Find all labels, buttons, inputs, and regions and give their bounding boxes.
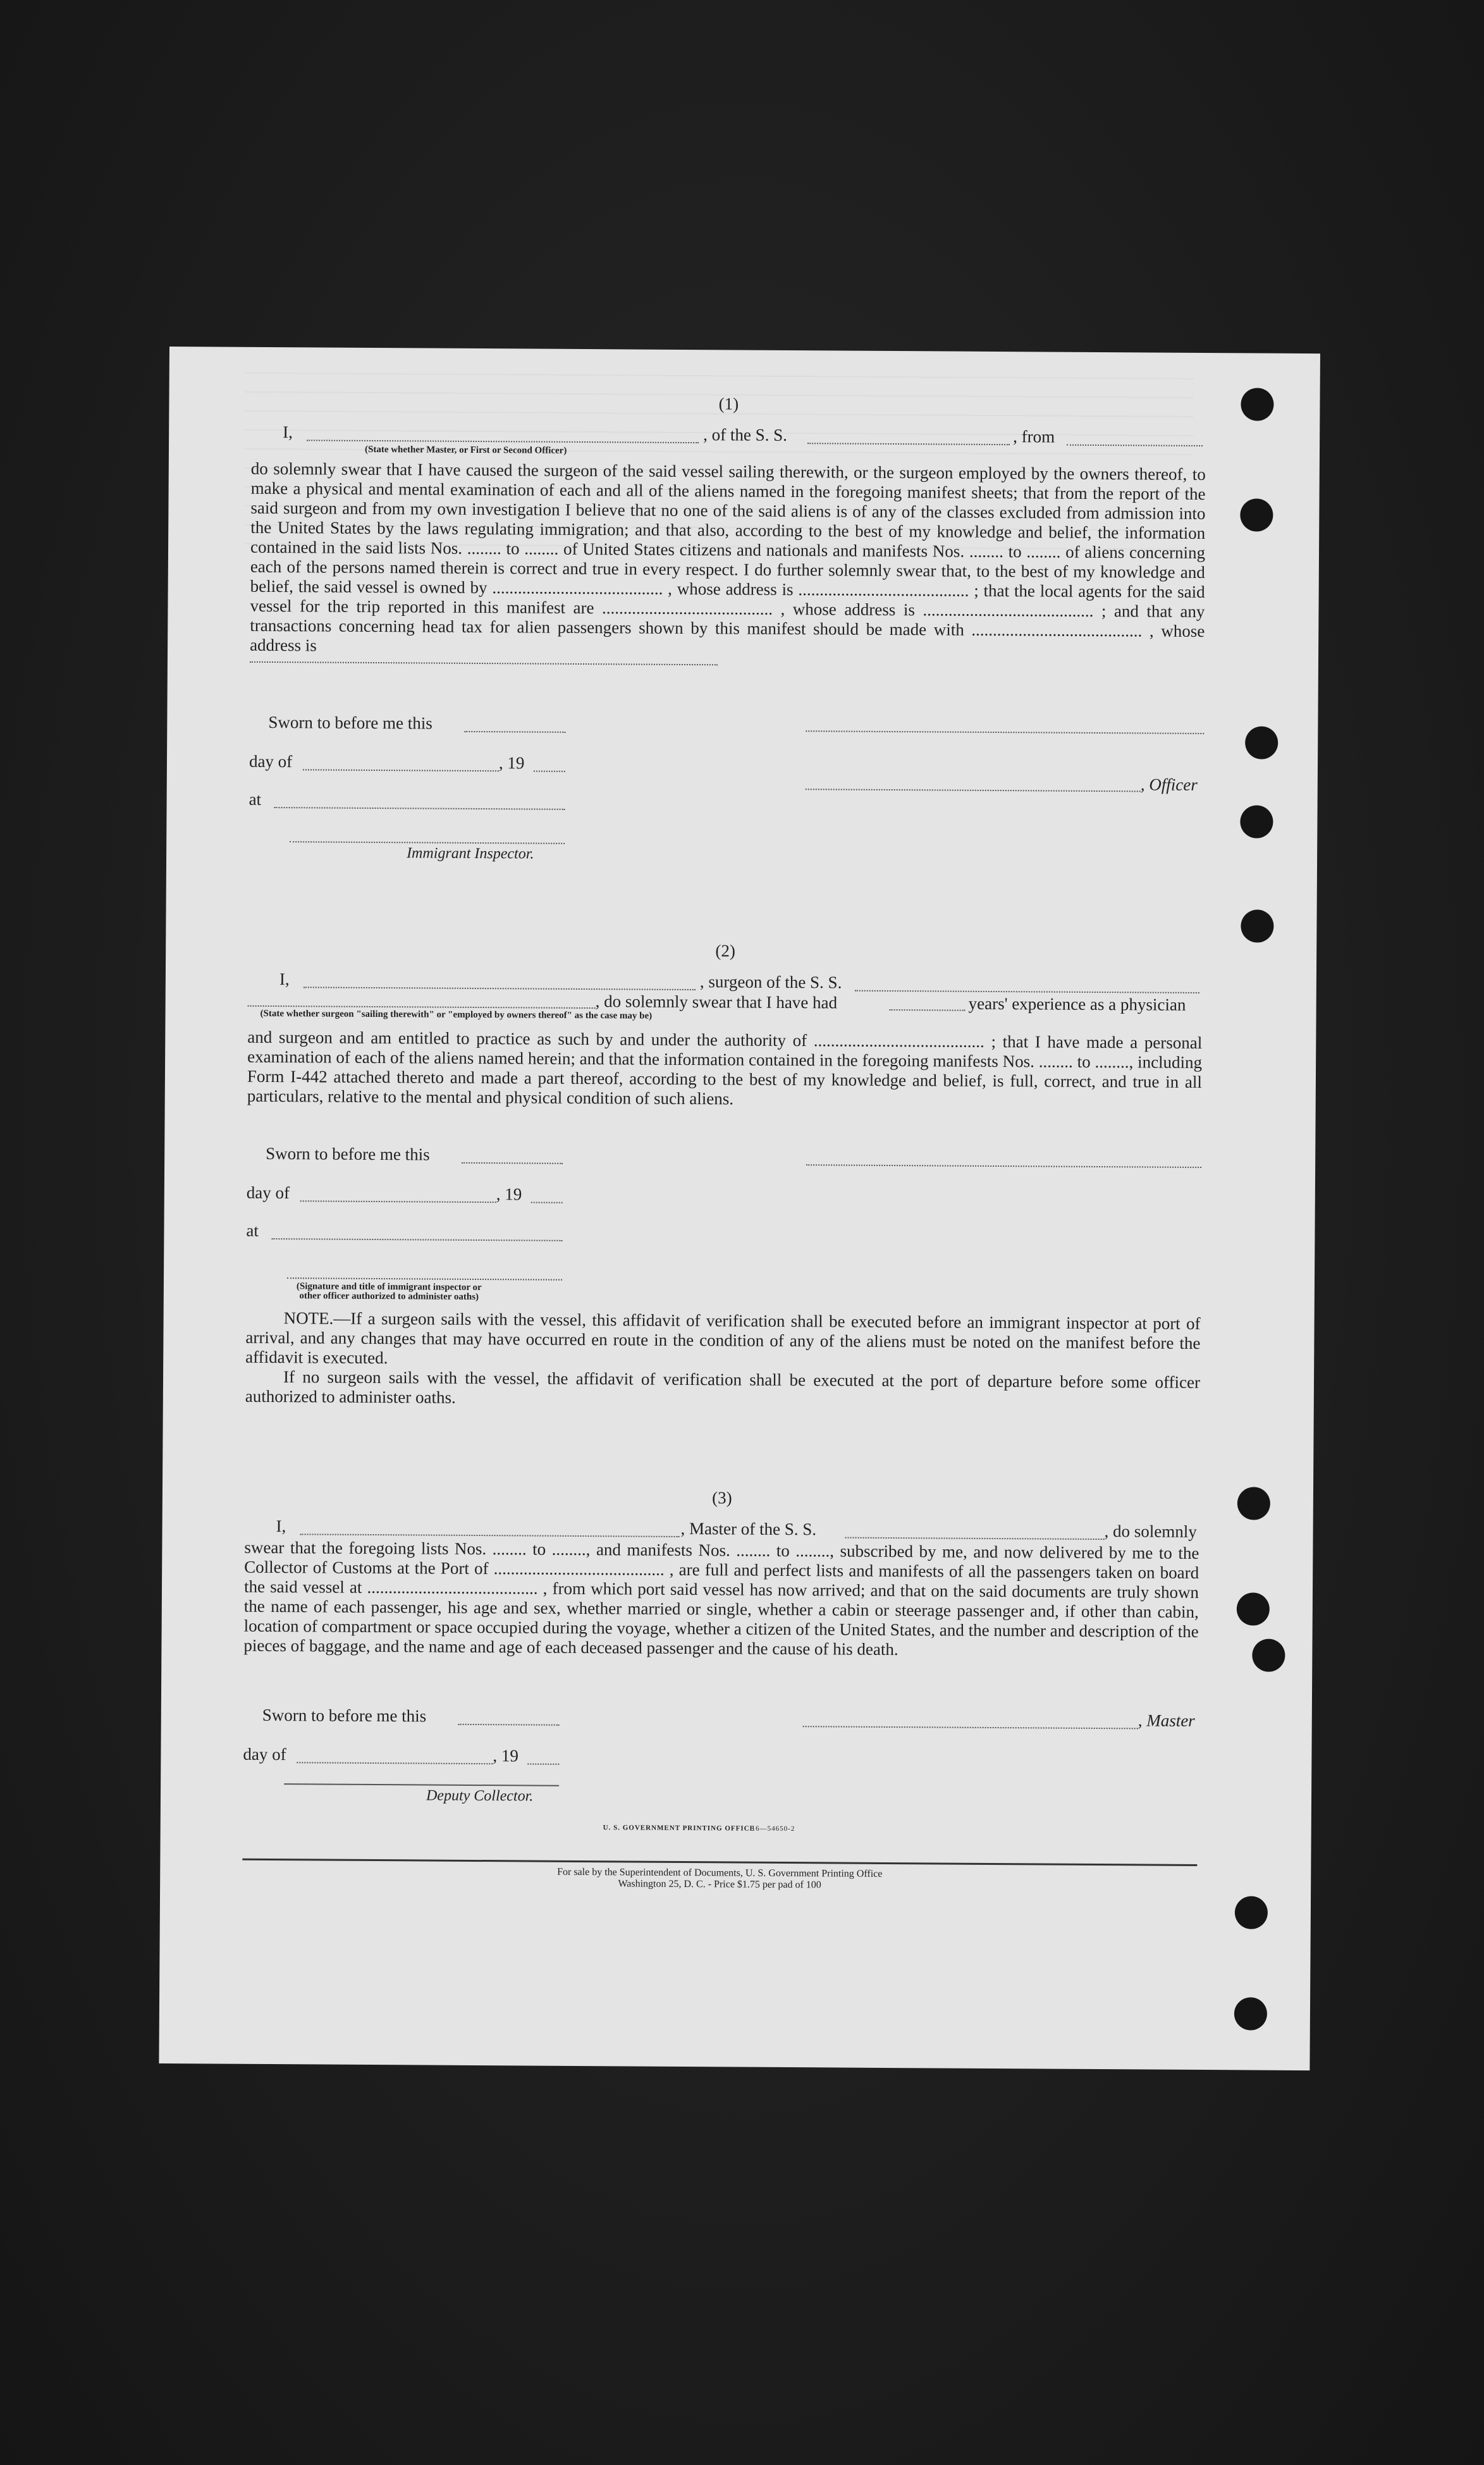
section-number: (2) <box>715 941 736 961</box>
section-2 <box>247 938 1203 1112</box>
oath-body-2: and surgeon and am entitled to practice as such by and under the authority of ........................................ ; that I have made a personal examination of each of the aliens named herein; and that the information contained in the foregoing manifests Nos. ........ to ........, including Form I-442 attached thereto and made a part thereof, according to the best of my knowledge and belief, is full, correct, and true in all particulars, relative to the mental and physical condition of such aliens. <box>247 1027 1203 1109</box>
sworn-date-field[interactable] <box>462 1162 563 1164</box>
oath-body-3: swear that the foregoing lists Nos. ........ to ........, and manifests Nos. ........ to ........, subscribed by me, and now delivered by me to the Collector of Customs at the Port of ........................................ , are full and perfect lists and manifests of all the passengers taken on board the said vessel at ........................................ , from which port said vessel has now arrived; and that on the said documents are truly shown the name of each passenger, his age and sex, whether married or single, whether a cabin or steerage passenger and, if other than cabin, location of compartment or space occupied during the voyage, whether a citizen of the United States, and the number and description of the pieces of baggage, and the name and age of each deceased passenger and the cause of his death. <box>243 1537 1199 1659</box>
section-number: (3) <box>712 1488 732 1508</box>
at-label: at <box>246 1220 259 1240</box>
pronoun-label: I, <box>283 422 293 442</box>
binding-hole <box>1234 1997 1267 2030</box>
binding-hole <box>1240 805 1273 838</box>
sworn-date-field[interactable] <box>464 730 565 733</box>
years-label: years' experience as a physician <box>968 993 1186 1014</box>
day-of-label: day of <box>243 1744 286 1764</box>
section-1 <box>250 391 1206 668</box>
inspector-signature-field[interactable] <box>290 840 565 844</box>
swear-label: , do solemnly <box>1104 1521 1197 1541</box>
officer-line <box>251 422 1206 465</box>
sworn-date-field[interactable] <box>458 1723 560 1726</box>
collector-signature-field[interactable] <box>284 1783 559 1786</box>
day-of-label: day of <box>246 1183 290 1203</box>
binding-hole <box>1235 1896 1268 1929</box>
at-place-field[interactable] <box>271 1238 562 1241</box>
day-field[interactable] <box>300 1200 496 1203</box>
oath-body-1: do solemnly swear that I have caused the surgeon of the said vessel sailing therewith, or the surgeon employed by the owners thereof, to make a physical and mental examination of each and all of the aliens named in the foregoing manifest sheets; that from the report of the said surgeon and from my own investigation I believe that no one of the said aliens is of any of the classes excluded from admission into the United States by the laws regulating immigration; and that also, according to the best of my knowledge and belief, the information contained in the said lists Nos. ........ to ........ of United States citizens and nationals and manifests Nos. ........ to ........ of aliens concerning each of the persons named therein is correct and true in every respect. I do further solemnly swear that, to the best of my knowledge and belief, the said vessel is owned by ........................................ , whose address is ........................................ ; that the local agents for the said vessel for the trip reported in this manifest are ........................................ , whose address is ........................................ ; and that any transactions concerning head tax for alien passengers shown by this manifest should be made with ........................................ , whose address is <box>250 458 1206 655</box>
sworn-label: Sworn to before me this <box>268 712 432 733</box>
day-field[interactable] <box>297 1761 493 1764</box>
year-field[interactable] <box>527 1763 559 1765</box>
sale-notice-line: Washington 25, D. C. - Price $1.75 per pad of 100 <box>618 1878 821 1891</box>
from-port-field[interactable] <box>1067 444 1203 446</box>
officer-signature-field[interactable] <box>806 730 1204 734</box>
note-text-1: —If a surgeon sails with the vessel, this affidavit of verification shall be executed before an immigrant inspector at port of arrival, and any changes that may have occurred en route in the condition of any of the aliens must be noted on the manifest before the affidavit is executed. <box>245 1308 1201 1368</box>
note-label: NOTE. <box>283 1308 334 1328</box>
years-field[interactable] <box>890 1009 966 1011</box>
note-paragraph-2: If no surgeon sails with the vessel, the affidavit of verification shall be executed at the port of departure before some officer authorized to administer oaths. <box>245 1367 1201 1407</box>
year-label: , 19 <box>496 1184 522 1204</box>
officer-name-field[interactable] <box>307 439 699 443</box>
collector-label: Deputy Collector. <box>426 1787 534 1805</box>
at-label: at <box>248 789 262 809</box>
officer-title-field[interactable] <box>806 788 1141 792</box>
sworn-label: Sworn to before me this <box>266 1143 430 1164</box>
day-of-label: day of <box>248 751 293 771</box>
note-block <box>245 1308 1201 1412</box>
surgeon-name-field[interactable] <box>304 986 696 990</box>
ship-name-field[interactable] <box>807 442 1010 445</box>
swear-label: , do solemnly swear that I have had <box>595 992 838 1012</box>
binding-hole <box>1240 498 1273 531</box>
year-label: , 19 <box>493 1746 518 1766</box>
sale-notice <box>242 1865 1197 1893</box>
year-field[interactable] <box>534 770 565 772</box>
form-code: 16—54650-2 <box>751 1824 795 1833</box>
binding-hole <box>1241 388 1273 421</box>
at-place-field[interactable] <box>274 806 565 810</box>
surgeon-caption: (State whether surgeon "sailing therewith" or "employed by owners thereof" as the case may be) <box>260 1008 653 1021</box>
binding-hole <box>1237 1592 1270 1625</box>
signature-caption-line: (Signature and title of immigrant inspector or <box>296 1281 482 1293</box>
binding-hole <box>1241 909 1273 942</box>
ship-name-field[interactable] <box>855 990 1199 993</box>
from-label: , from <box>1013 427 1055 446</box>
pronoun-label: I, <box>276 1516 286 1536</box>
binding-hole <box>1245 726 1278 759</box>
signature-caption-line: other officer authorized to administer oaths) <box>299 1291 479 1303</box>
master-label: , Master <box>1138 1711 1195 1730</box>
inspector-label: Immigrant Inspector. <box>407 845 534 863</box>
surgeon-status-field[interactable] <box>248 1005 596 1009</box>
master-ship-label: , Master of the S. S. <box>680 1518 817 1539</box>
section-number: (1) <box>718 394 739 414</box>
note-paragraph-1 <box>245 1308 1201 1373</box>
year-field[interactable] <box>531 1202 563 1203</box>
surgeon-line <box>247 969 1202 1027</box>
footer-rule <box>242 1859 1197 1866</box>
binding-hole <box>1252 1638 1285 1671</box>
day-field[interactable] <box>303 768 499 771</box>
gpo-imprint: U. S. GOVERNMENT PRINTING OFFICE <box>603 1824 755 1833</box>
manifest-back-page <box>159 347 1320 2070</box>
pronoun-label: I, <box>279 969 290 989</box>
master-signature-field[interactable] <box>803 1725 1138 1729</box>
sworn-label: Sworn to before me this <box>262 1705 427 1726</box>
signature-caption <box>297 1282 482 1302</box>
inspector-signature-field[interactable] <box>287 1277 562 1281</box>
ship-label: , of the S. S. <box>703 425 788 445</box>
section-3 <box>243 1485 1199 1661</box>
ship-label: , surgeon of the S. S. <box>699 972 842 992</box>
ship-name-field[interactable] <box>845 1537 1105 1540</box>
officer-label: , Officer <box>1140 775 1198 794</box>
surgeon-signature-field[interactable] <box>806 1164 1201 1168</box>
officer-caption: (State whether Master, or First or Second Officer) <box>364 444 567 456</box>
master-name-field[interactable] <box>300 1533 680 1537</box>
binding-hole <box>1237 1487 1270 1520</box>
sale-notice-line: For sale by the Superintendent of Documents, U. S. Government Printing Office <box>557 1866 883 1879</box>
year-label: , 19 <box>498 753 525 773</box>
